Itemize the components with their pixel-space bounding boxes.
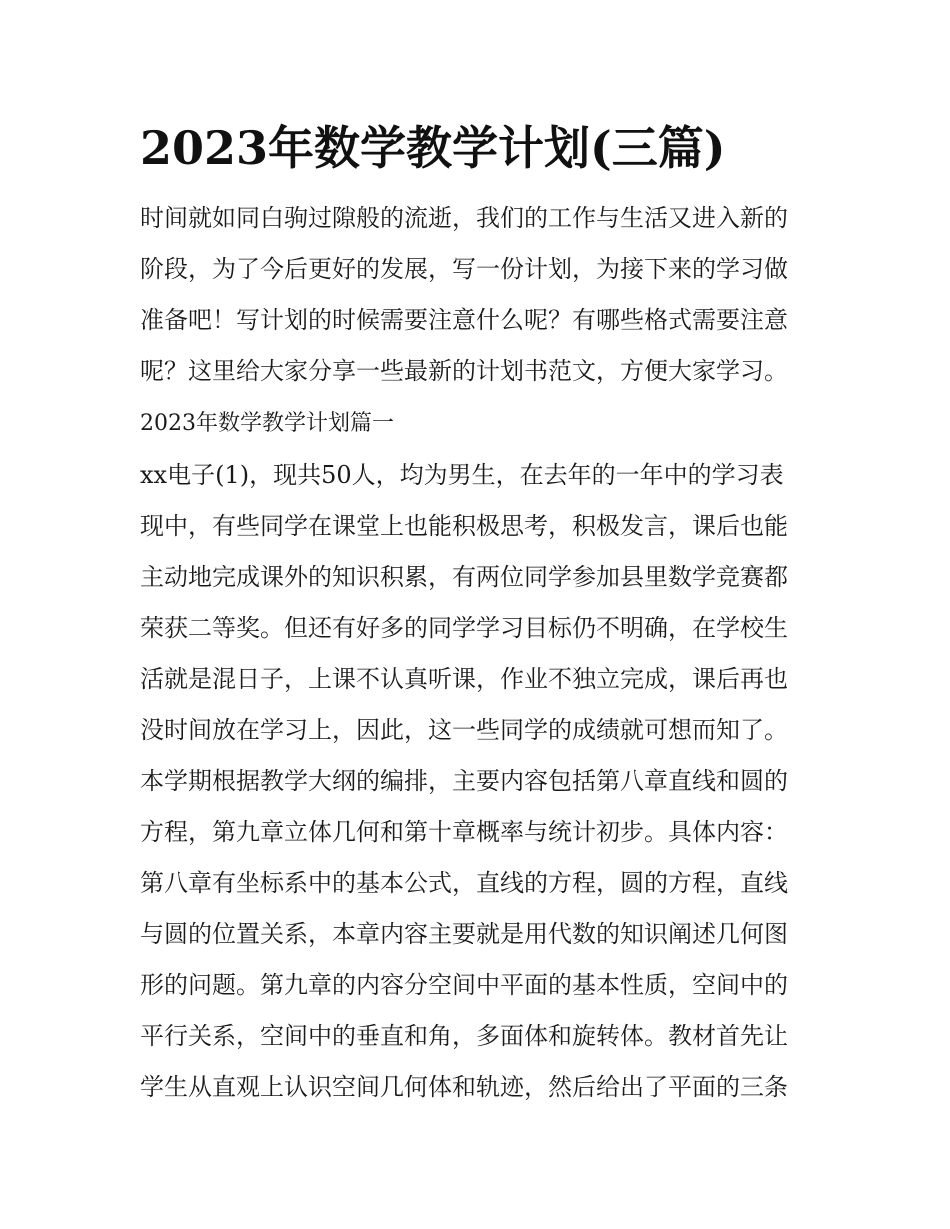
text-line: 荣获二等奖。但还有好多的同学学习目标仍不明确，在学校生 — [140, 614, 788, 642]
text-line: 准备吧！写计划的时候需要注意什么呢？有哪些格式需要注意 — [140, 306, 788, 334]
text-line: 学生从直观上认识空间几何体和轨迹，然后给出了平面的三条 — [140, 1073, 788, 1101]
text-line: 主动地完成课外的知识积累，有两位同学参加县里数学竞赛都 — [140, 563, 788, 591]
text-line: xx电子(1)，现共50人，均为男生，在去年的一年中的学习表 — [140, 461, 784, 489]
text-line: 平行关系，空间中的垂直和角，多面体和旋转体。教材首先让 — [140, 1022, 788, 1050]
text-line: 现中，有些同学在课堂上也能积极思考，积极发言，课后也能 — [140, 512, 788, 540]
text-line: 阶段，为了今后更好的发展，写一份计划，为接下来的学习做 — [140, 255, 788, 283]
text-line: 方程，第九章立体几何和第十章概率与统计初步。具体内容： — [140, 818, 788, 846]
document-title: 2023年数学教学计划(三篇) — [140, 121, 726, 175]
text-line: 形的问题。第九章的内容分空间中平面的基本性质，空间中的 — [140, 971, 788, 999]
text-line: 本学期根据教学大纲的编排，主要内容包括第八章直线和圆的 — [140, 767, 788, 795]
text-line: 时间就如同白驹过隙般的流逝，我们的工作与生活又进入新的 — [140, 204, 788, 232]
section-heading: 2023年数学教学计划篇一 — [140, 411, 394, 436]
text-line: 与圆的位置关系，本章内容主要就是用代数的知识阐述几何图 — [140, 920, 788, 948]
text-line: 没时间放在学习上，因此，这一些同学的成绩就可想而知了。 — [140, 716, 788, 744]
text-line: 活就是混日子，上课不认真听课，作业不独立完成，课后再也 — [140, 665, 788, 693]
text-line: 第八章有坐标系中的基本公式，直线的方程，圆的方程，直线 — [140, 869, 788, 897]
text-line: 呢？这里给大家分享一些最新的计划书范文，方便大家学习。 — [140, 357, 788, 385]
